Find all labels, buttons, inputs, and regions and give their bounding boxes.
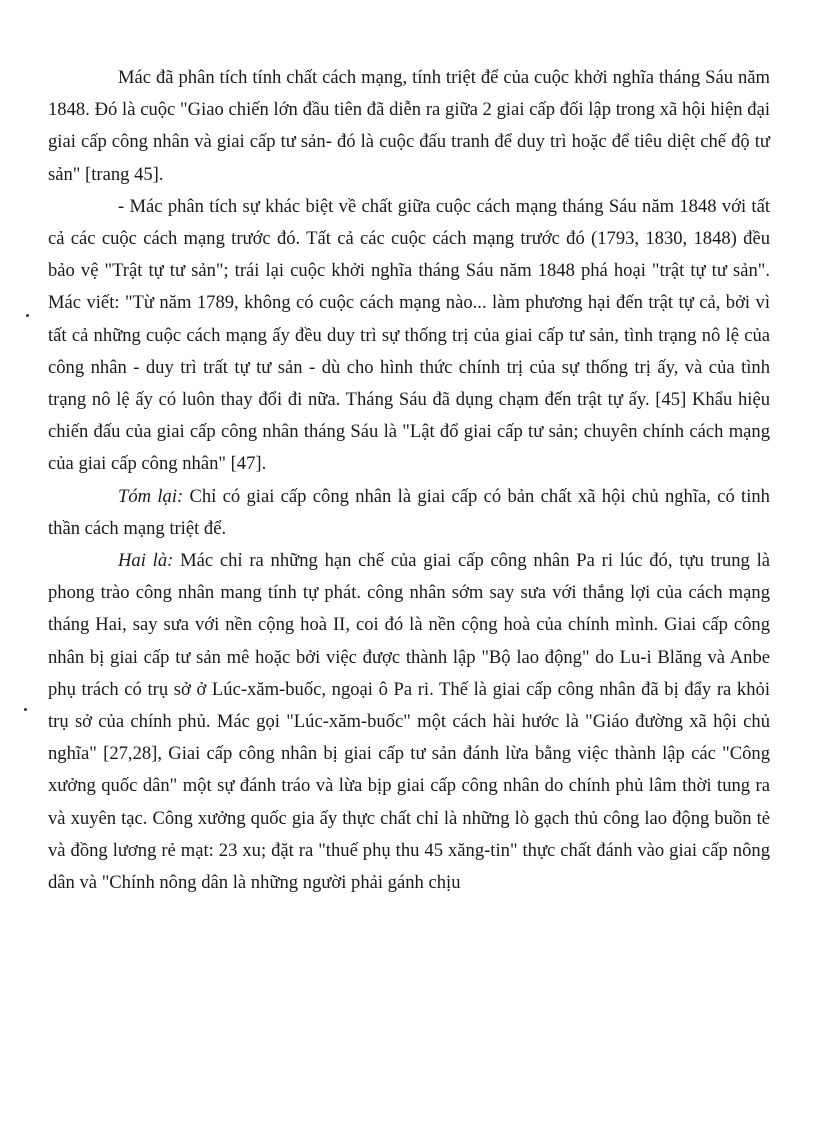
paragraph-1 — [48, 62, 770, 191]
paragraph-2-text: - Mác phân tích sự khác biệt về chất giữa cuộc cách mạng tháng Sáu năm 1848 với tất cả các cuộc cách mạng trước đó. Tất cả các cuộc cách mạng trước đó (1793, 1830, 1848) đều bảo vệ "Trật tự tư sản"; trái lại cuộc khởi nghĩa tháng Sáu năm 1848 phá hoại "trật tự tư sản". Mác viết: "Từ năm 1789, không có cuộc cách mạng nào... làm phương hại đến trật tự cả, bởi vì tất cả những cuộc cách mạng ấy đều duy trì sự thống trị của giai cấp tư sản, tình trạng nô lệ của công nhân - duy trì trất tự tư sản - dù cho hình thức chính trị của sự thống trị ấy, và của tình trạng nô lệ ấy có luôn thay đổi đi nữa. Tháng Sáu đã dụng chạm đến trật tự ấy. [45] Khẩu hiệu chiến đấu của giai cấp công nhân tháng Sáu là "Lật đổ giai cấp tư sản; chuyên chính cách mạng của giai cấp công nhân" [47]. — [48, 195, 770, 475]
paragraph-4 — [48, 545, 770, 899]
paragraph-3 — [48, 481, 770, 545]
paragraph-2 — [48, 191, 770, 481]
paragraph-4-text: Mác chỉ ra những hạn chế của giai cấp công nhân Pa ri lúc đó, tựu trung là phong trào công nhân mang tính tự phát. công nhân sớm say sưa với thắng lợi của cách mạng tháng Hai, say sưa với nền cộng hoà II, coi đó là nền cộng hoà của chính mình. Giai cấp công nhân bị giai cấp tư sản mê hoặc bởi việc được thành lập "Bộ lao động" do Lu-i Blăng và Anbe phụ trách có trụ sở ở Lúc-xăm-buốc, ngoại ô Pa ri. Thế là giai cấp công nhân đã bị đẩy ra khỏi trụ sở của chính phủ. Mác gọi "Lúc-xăm-buốc" một cách hài hước là "Giáo đường xã hội chủ nghĩa" [27,28], Giai cấp công nhân bị giai cấp tư sản đánh lừa bằng việc thành lập các "Công xưởng quốc dân" một sự đánh tráo và lừa bịp giai cấp công nhân do chính phủ lâm thời tung ra và xuyên tạc. Công xưởng quốc gia ấy thực chất chỉ là những lò gạch thủ công lao động buồn tẻ và đồng lương rẻ mạt: 23 xu; đặt ra "thuế phụ thu 45 xăng-tin" thực chất đánh vào giai cấp nông dân và "Chính nông dân là những người phải gánh chịu — [48, 550, 770, 894]
document-page — [48, 62, 770, 899]
paragraph-1-text: Mác đã phân tích tính chất cách mạng, tính triệt để của cuộc khởi nghĩa tháng Sáu năm 1848. Đó là cuộc "Giao chiến lớn đầu tiên đã diễn ra giữa 2 giai cấp đối lập trong xã hội hiện đại giai cấp công nhân và giai cấp tư sản- đó là cuộc đấu tranh để duy trì hoặc để tiêu diệt chế độ tư sản" [trang 45]. — [48, 67, 770, 185]
scan-speck — [26, 314, 29, 317]
paragraph-4-lead: Hai là: — [118, 550, 174, 572]
paragraph-3-text: Chỉ có giai cấp công nhân là giai cấp có bản chất xã hội chủ nghĩa, có tinh thần cách mạng triệt để. — [48, 485, 770, 539]
paragraph-3-lead: Tóm lại: — [118, 485, 184, 507]
scan-speck — [24, 708, 27, 711]
